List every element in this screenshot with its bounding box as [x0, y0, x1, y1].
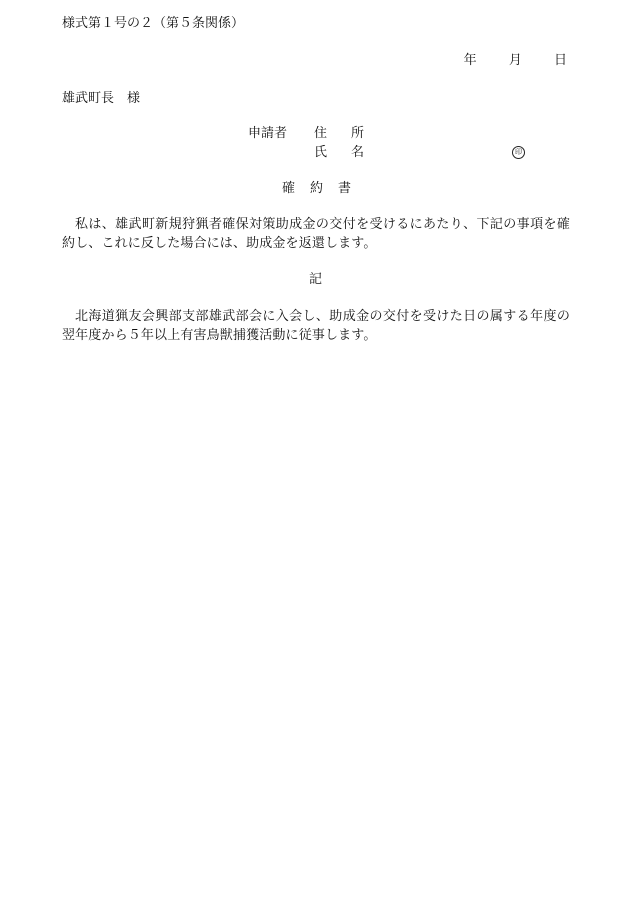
body-paragraph: 私は、雄武町新規狩猟者確保対策助成金の交付を受けるにあたり、下記の事項を確約し、これに反した場合には、助成金を返還します。: [62, 217, 570, 251]
date-line: [464, 53, 567, 69]
date-year-label: 年: [463, 53, 477, 68]
ki-heading: 記: [309, 272, 323, 287]
applicant-label: 申請者: [248, 126, 288, 141]
document-title: 確約書: [282, 181, 367, 196]
name-label: 氏名: [314, 145, 389, 160]
addressee: 雄武町長 様: [62, 91, 141, 106]
item-paragraph: 北海道猟友会興部支部雄武部会に入会し、助成金の交付を受けた日の属する年度の翌年度から５年以上有害鳥獣捕獲活動に従事します。: [62, 309, 570, 343]
form-number: 様式第１号の２（第５条関係）: [62, 16, 245, 31]
address-label: 住所: [314, 126, 389, 141]
date-day-label: 日: [553, 53, 567, 68]
seal-mark-icon: 印: [512, 146, 525, 159]
date-month-label: 月: [508, 53, 522, 68]
